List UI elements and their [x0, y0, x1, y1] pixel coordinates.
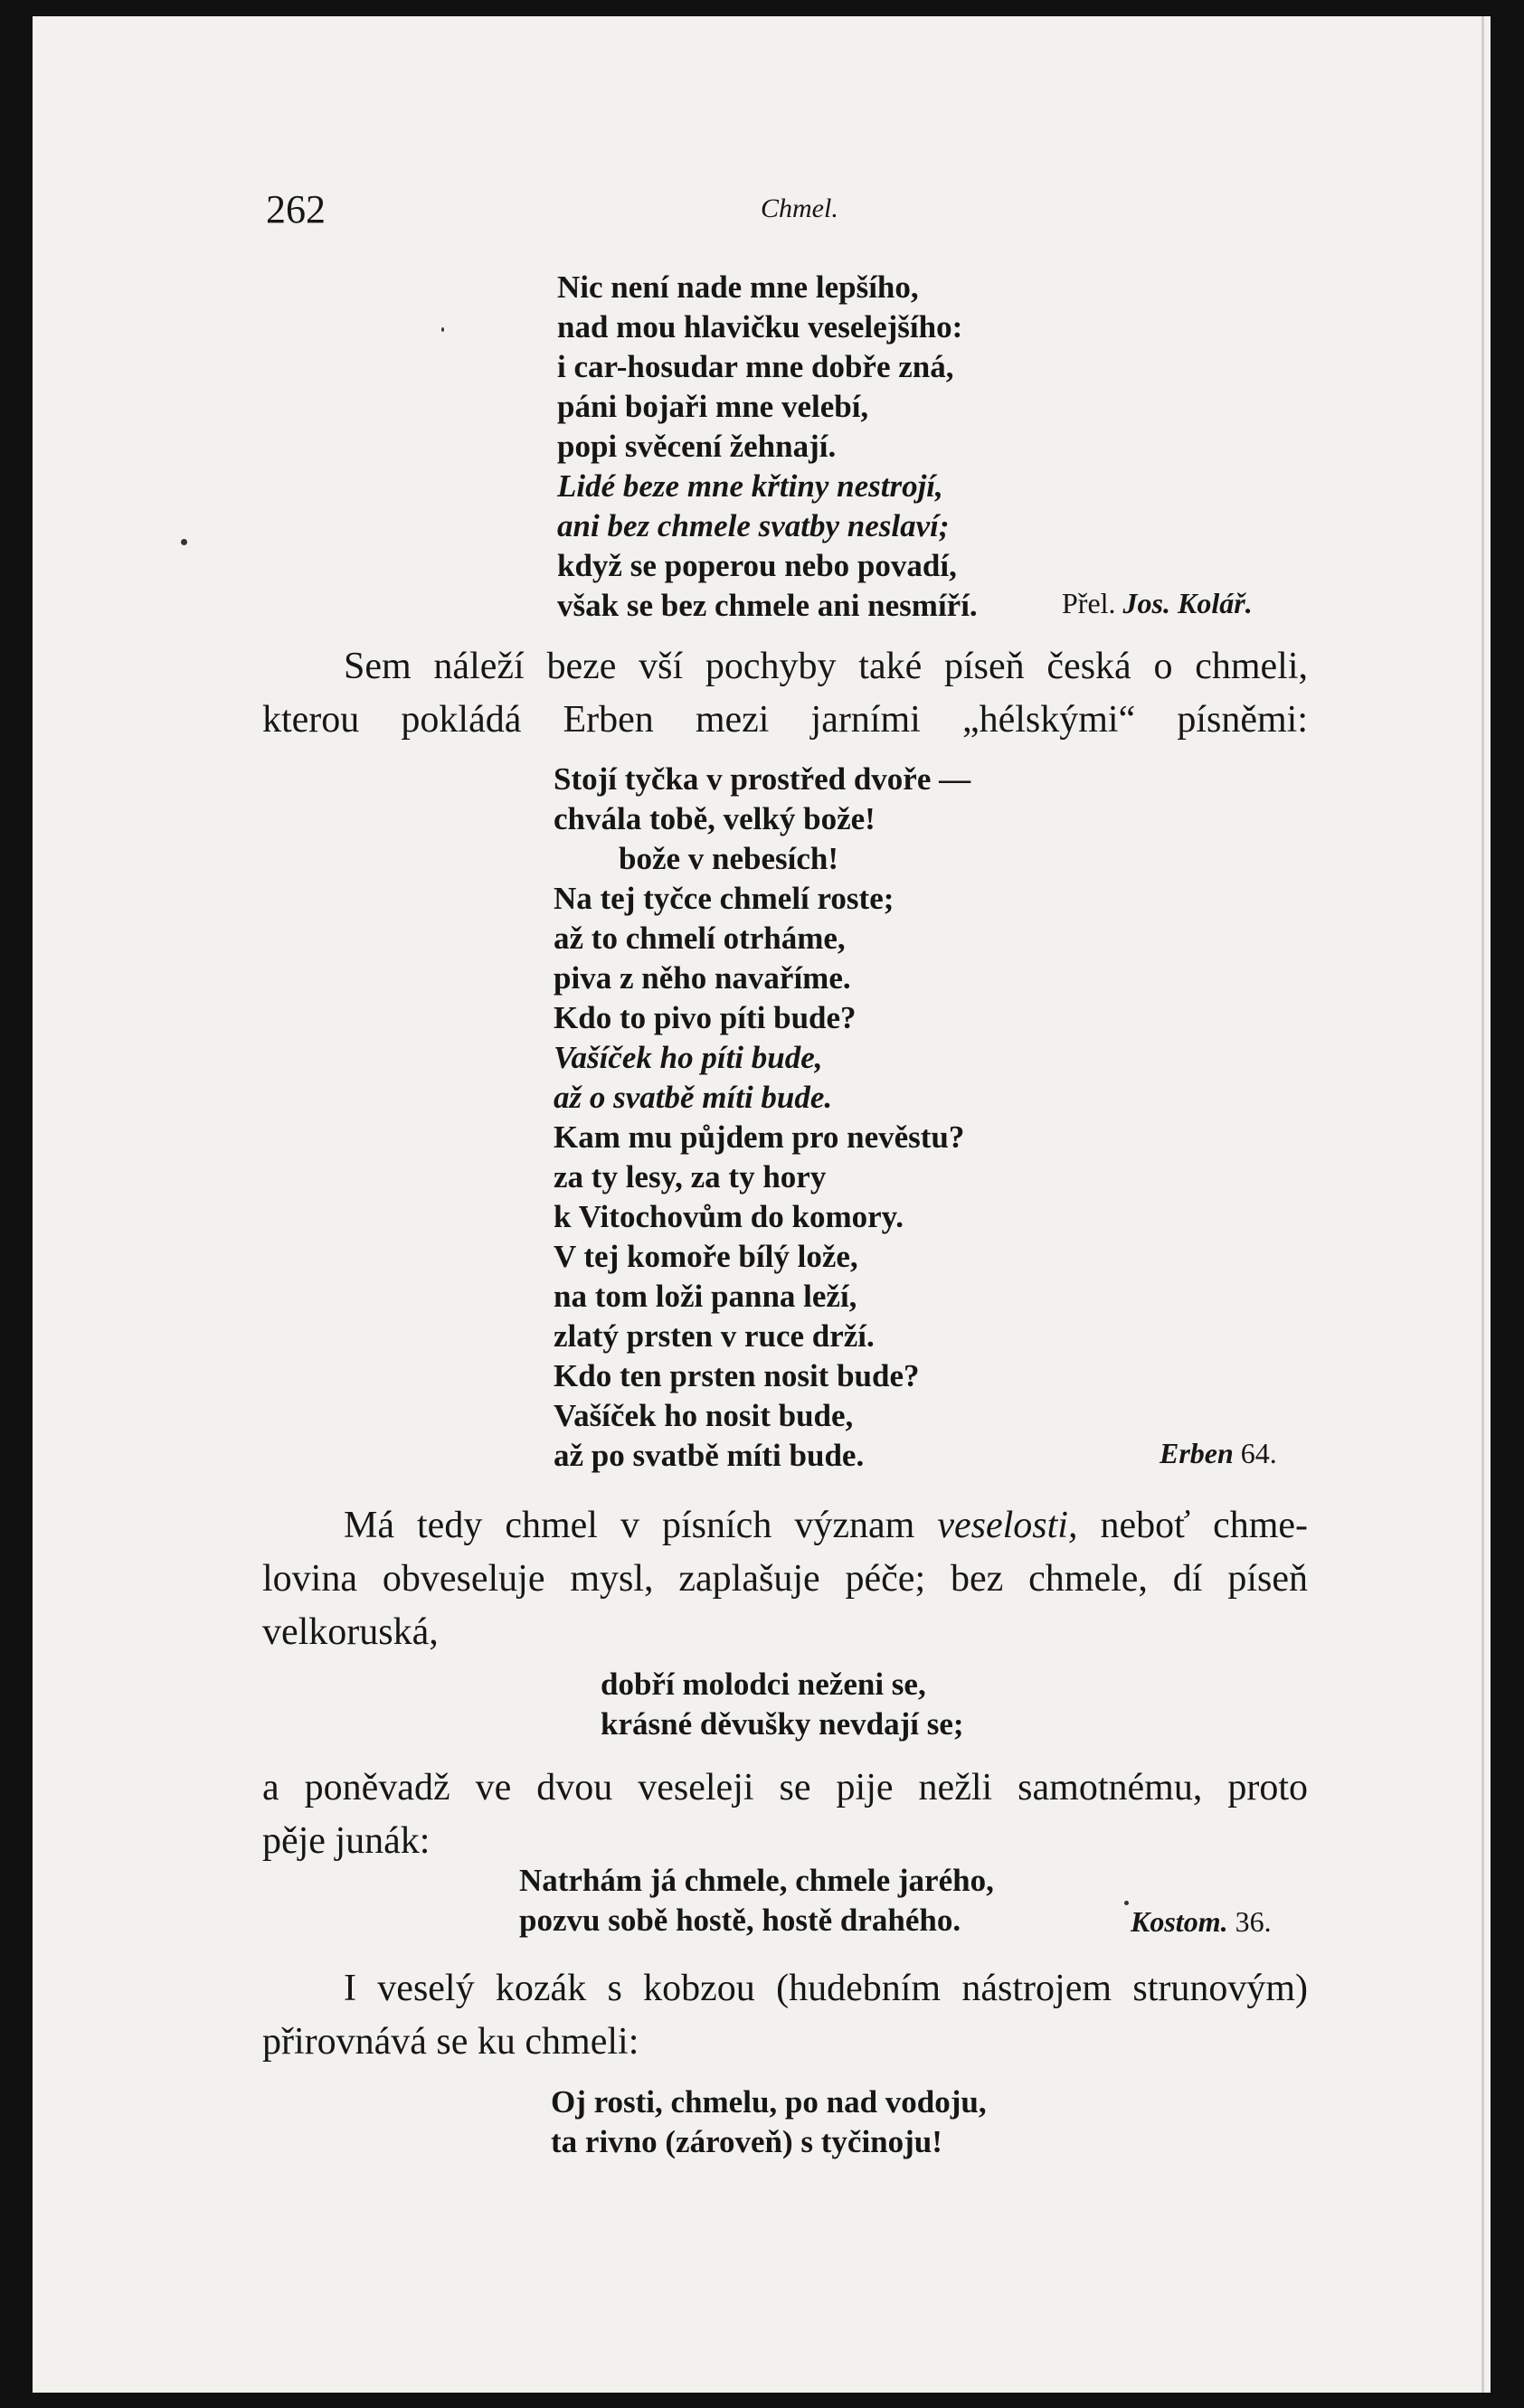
verse-line: V tej komoře bílý lože, [554, 1239, 858, 1274]
poem-czech-hop-song [554, 760, 970, 1476]
paragraph [262, 1761, 1308, 1868]
verse-line: Natrhám já chmele, chmele jarého, [519, 1863, 994, 1898]
paragraph-line: velkoruská, [262, 1611, 439, 1653]
paragraph-line: I veselý kozák s kobzou (hudebním nástrojem strunovým) [344, 1968, 1308, 2009]
verse-line: když se poperou nebo povadí, [557, 548, 957, 583]
page-edge-rule [1481, 16, 1484, 2393]
verse-line: nad mou hlavičku veselejšího: [557, 309, 963, 345]
paragraph-line: a poněvadž ve dvou veseleji se pije nežli samotnému, proto [262, 1767, 1308, 1808]
attribution-name: Kostom. [1131, 1905, 1228, 1938]
scan-speck [1124, 1901, 1129, 1905]
verse-line: bože v nebesích! [619, 841, 839, 876]
verse-line: Lidé beze mne křtiny nestrojí, [557, 468, 943, 504]
source-attribution [1131, 1905, 1272, 1939]
attribution-prefix: Přel. [1062, 587, 1116, 619]
paragraph [262, 1499, 1308, 1659]
emphasis: veselosti, [937, 1505, 1078, 1546]
verse-line: Kdo ten prsten nosit bude? [554, 1358, 920, 1393]
source-attribution [1160, 1437, 1277, 1470]
paragraph-line: Má tedy chmel v písních význam veselosti, neboť chme- [344, 1505, 1309, 1546]
verse-line: Oj rosti, chmelu, po nad vodoju, [551, 2084, 987, 2120]
verse-line: páni bojaři mne velebí, [557, 389, 869, 424]
paragraph [262, 1962, 1308, 2069]
poem-junak-song [519, 1861, 994, 1941]
verse-line: na tom loži panna leží, [554, 1279, 857, 1314]
verse-line: piva z něho navaříme. [554, 960, 851, 996]
verse-line: Kdo to pivo píti bude? [554, 1000, 857, 1035]
verse-line: zlatý prsten v ruce drží. [554, 1318, 875, 1354]
verse-line: popi svěcení žehnají. [557, 429, 837, 464]
verse-line: i car-hosudar mne dobře zná, [557, 349, 954, 384]
verse-line: za ty lesy, za ty hory [554, 1159, 827, 1195]
verse-line: k Vitochovům do komory. [554, 1199, 904, 1234]
verse-line: Nic není nade mne lepšího, [557, 269, 919, 305]
verse-line: pozvu sobě hostě, hostě drahého. [519, 1903, 961, 1938]
verse-line: Kam mu půjdem pro nevěstu? [554, 1119, 965, 1155]
running-head: Chmel. [761, 194, 838, 223]
paragraph-line: pěje junák: [262, 1820, 431, 1862]
paragraph-line: přirovnává se ku chmeli: [262, 2021, 639, 2063]
verse-line: dobří molodci neženi se, [601, 1667, 926, 1702]
paragraph [262, 640, 1308, 747]
paragraph-line: lovina obveseluje mysl, zaplašuje péče; bez chmele, dí píseň [262, 1558, 1308, 1600]
verse-line: však se bez chmele ani nesmíří. [557, 588, 978, 623]
poem-kozak-song [551, 2082, 987, 2162]
verse-line: až to chmelí otrháme, [554, 921, 846, 956]
verse-line: ani bez chmele svatby neslaví; [557, 508, 950, 543]
attribution-number: 36. [1235, 1905, 1272, 1938]
verse-line: chvála tobě, velký bože! [554, 801, 876, 836]
book-page [33, 16, 1491, 2393]
scan-speck [181, 539, 187, 545]
verse-line: Vašíček ho nosit bude, [554, 1398, 854, 1433]
poem-hop-song [557, 268, 978, 626]
verse-line: až o svatbě míti bude. [554, 1080, 833, 1115]
verse-line: Vašíček ho píti bude, [554, 1040, 823, 1075]
verse-line: Stojí tyčka v prostřed dvoře — [554, 761, 971, 797]
verse-line: ta rivno (zároveň) s tyčinoju! [551, 2124, 942, 2159]
attribution-number: 64. [1240, 1437, 1277, 1469]
attribution-name: Jos. Kolář. [1122, 587, 1253, 619]
paragraph-line: Sem náleží beze vší pochyby také píseň česká o chmeli, [344, 646, 1308, 687]
scan-speck [441, 327, 444, 332]
translator-attribution [1062, 587, 1253, 620]
verse-line: Na tej tyčce chmelí roste; [554, 881, 895, 916]
attribution-name: Erben [1160, 1437, 1234, 1469]
paragraph-line: kterou pokládá Erben mezi jarními „hélskými“ písněmi: [262, 699, 1308, 741]
verse-line: až po svatbě míti bude. [554, 1438, 865, 1473]
page-number: 262 [266, 187, 326, 231]
poem-russian-quote [601, 1665, 964, 1744]
verse-line: krásné děvušky nevdají se; [601, 1706, 964, 1742]
